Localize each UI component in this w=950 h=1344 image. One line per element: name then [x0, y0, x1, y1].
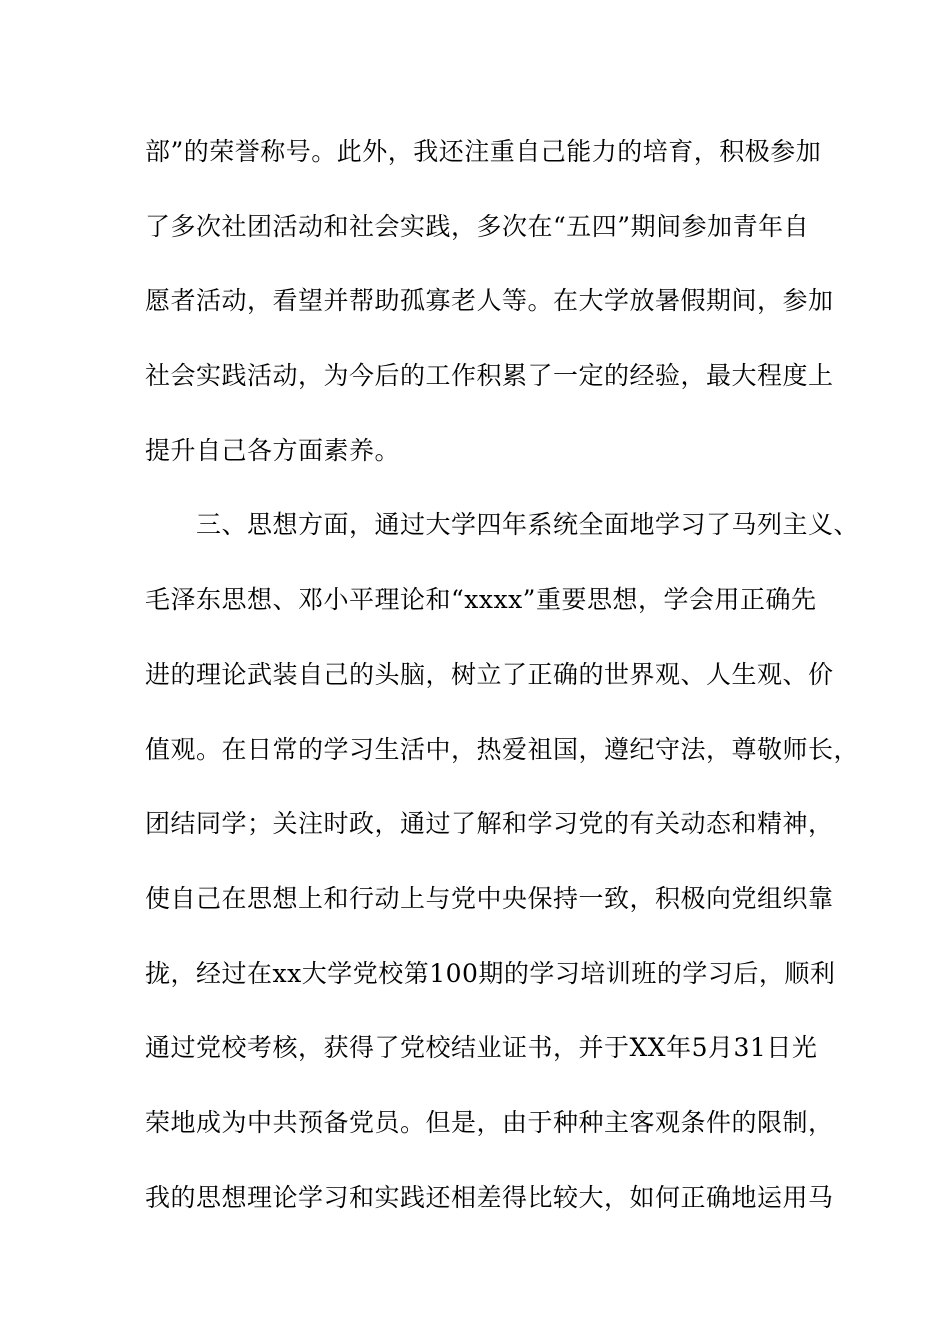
body-text [145, 130, 860, 1250]
text-line: 提升自己各方面素养。 [145, 435, 401, 465]
text-line: 荣地成为中共预备党员。但是，由于种种主客观条件的限制， [145, 1107, 834, 1137]
text-line: 社会实践活动，为今后的工作积累了一定的经验，最大程度上 [145, 361, 834, 391]
text-line: 愿者活动，看望并帮助孤寡老人等。在大学放暑假期间，参加 [145, 286, 834, 316]
text-line: 三、思想方面，通过大学四年系统全面地学习了马列主义、 [145, 510, 860, 540]
text-line: 通过党校考核，获得了党校结业证书，并于XX年5月31日光 [145, 1033, 818, 1063]
text-line: 毛泽东思想、邓小平理论和“xxxx”重要思想，学会用正确先 [145, 585, 817, 615]
text-line: 部”的荣誉称号。此外，我还注重自己能力的培育，积极参加 [145, 137, 822, 166]
text-line: 团结同学；关注时政，通过了解和学习党的有关动态和精神， [145, 809, 834, 839]
text-line: 进的理论武装自己的头脑，树立了正确的世界观、人生观、价 [145, 659, 834, 689]
text-line: 拢，经过在xx大学党校第100期的学习培训班的学习后，顺利 [145, 958, 836, 988]
text-line: 值观。在日常的学习生活中，热爱祖国，遵纪守法，尊敬师长， [145, 734, 860, 764]
text-line: 我的思想理论学习和实践还相差得比较大，如何正确地运用马 [145, 1182, 834, 1212]
text-line: 使自己在思想上和行动上与党中央保持一致，积极向党组织靠 [145, 883, 834, 913]
text-line: 了多次社团活动和社会实践，多次在“五四”期间参加青年自 [145, 211, 810, 241]
